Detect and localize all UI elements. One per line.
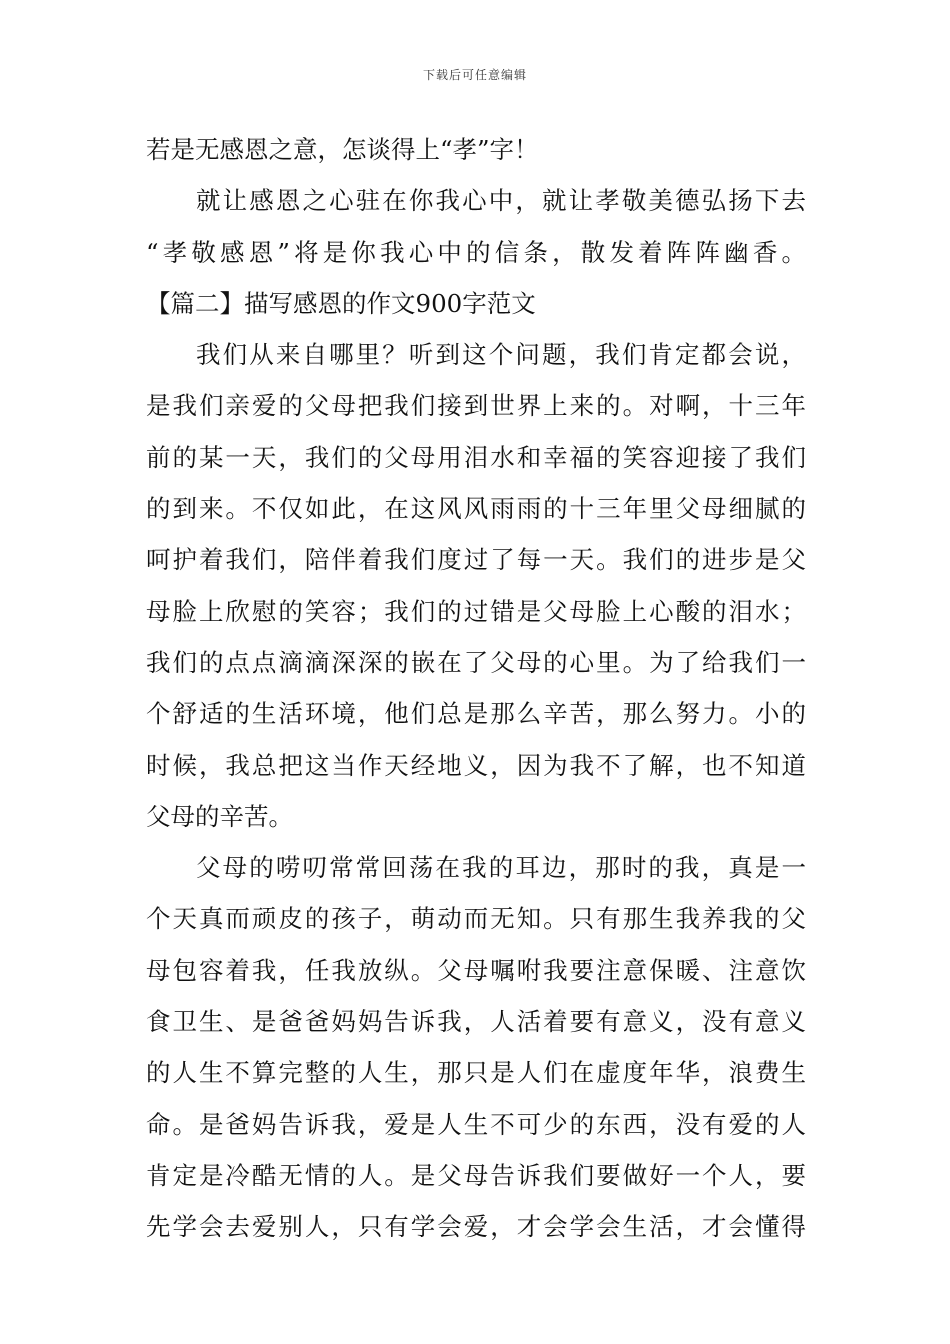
paragraph-start: 父母的唠叨常常回荡在我的耳边，那时的我，真是一 — [196, 853, 806, 883]
text-line: 我们的点点滴滴深深的嵌在了父母的心里。为了给我们一 — [146, 647, 806, 677]
text-line: 食卫生、是爸爸妈妈告诉我，人活着要有意义，没有意义 — [146, 1007, 806, 1037]
paragraph-start: 就让感恩之心驻在你我心中，就让孝敬美德弘扬下去 — [196, 186, 806, 216]
page-header: 下载后可任意编辑 — [422, 68, 527, 82]
text-line: 的人生不算完整的人生，那只是人们在虚度年华，浪费生 — [146, 1058, 806, 1088]
text-line: 肯定是冷酷无情的人。是父母告诉我们要做好一个人，要 — [146, 1160, 806, 1190]
text-line: 母脸上欣慰的笑容；我们的过错是父母脸上心酸的泪水； — [146, 596, 806, 626]
text-line: 父母的辛苦。 — [146, 801, 293, 831]
section-heading: 【篇二】描写感恩的作文900字范文 — [146, 288, 536, 318]
text-line: 的到来。不仅如此，在这风风雨雨的十三年里父母细腻的 — [146, 494, 806, 524]
text-line: 母包容着我，任我放纵。父母嘱咐我要注意保暖、注意饮 — [146, 955, 806, 985]
document-body — [146, 124, 806, 1253]
text-line: 若是无感恩之意，怎谈得上“孝”字！ — [146, 135, 539, 164]
text-line: 是我们亲爱的父母把我们接到世界上来的。对啊，十三年 — [146, 391, 806, 421]
text-line: 时候，我总把这当作天经地义，因为我不了解，也不知道 — [146, 750, 806, 780]
text-line: 先学会去爱别人，只有学会爱，才会学会生活，才会懂得 — [146, 1212, 806, 1242]
text-line: 个天真而顽皮的孩子，萌动而无知。只有那生我养我的父 — [146, 904, 806, 934]
text-line: 前的某一天，我们的父母用泪水和幸福的笑容迎接了我们 — [146, 442, 806, 472]
text-line: 呵护着我们，陪伴着我们度过了每一天。我们的进步是父 — [146, 545, 806, 575]
text-line: 个舒适的生活环境，他们总是那么辛苦，那么努力。小的 — [146, 699, 806, 729]
text-line: 命。是爸妈告诉我，爱是人生不可少的东西，没有爱的人 — [146, 1109, 806, 1139]
paragraph-start: 我们从来自哪里？听到这个问题，我们肯定都会说， — [196, 340, 806, 370]
text-line: “孝敬感恩”将是你我心中的信条，散发着阵阵幽香。 — [146, 237, 806, 267]
